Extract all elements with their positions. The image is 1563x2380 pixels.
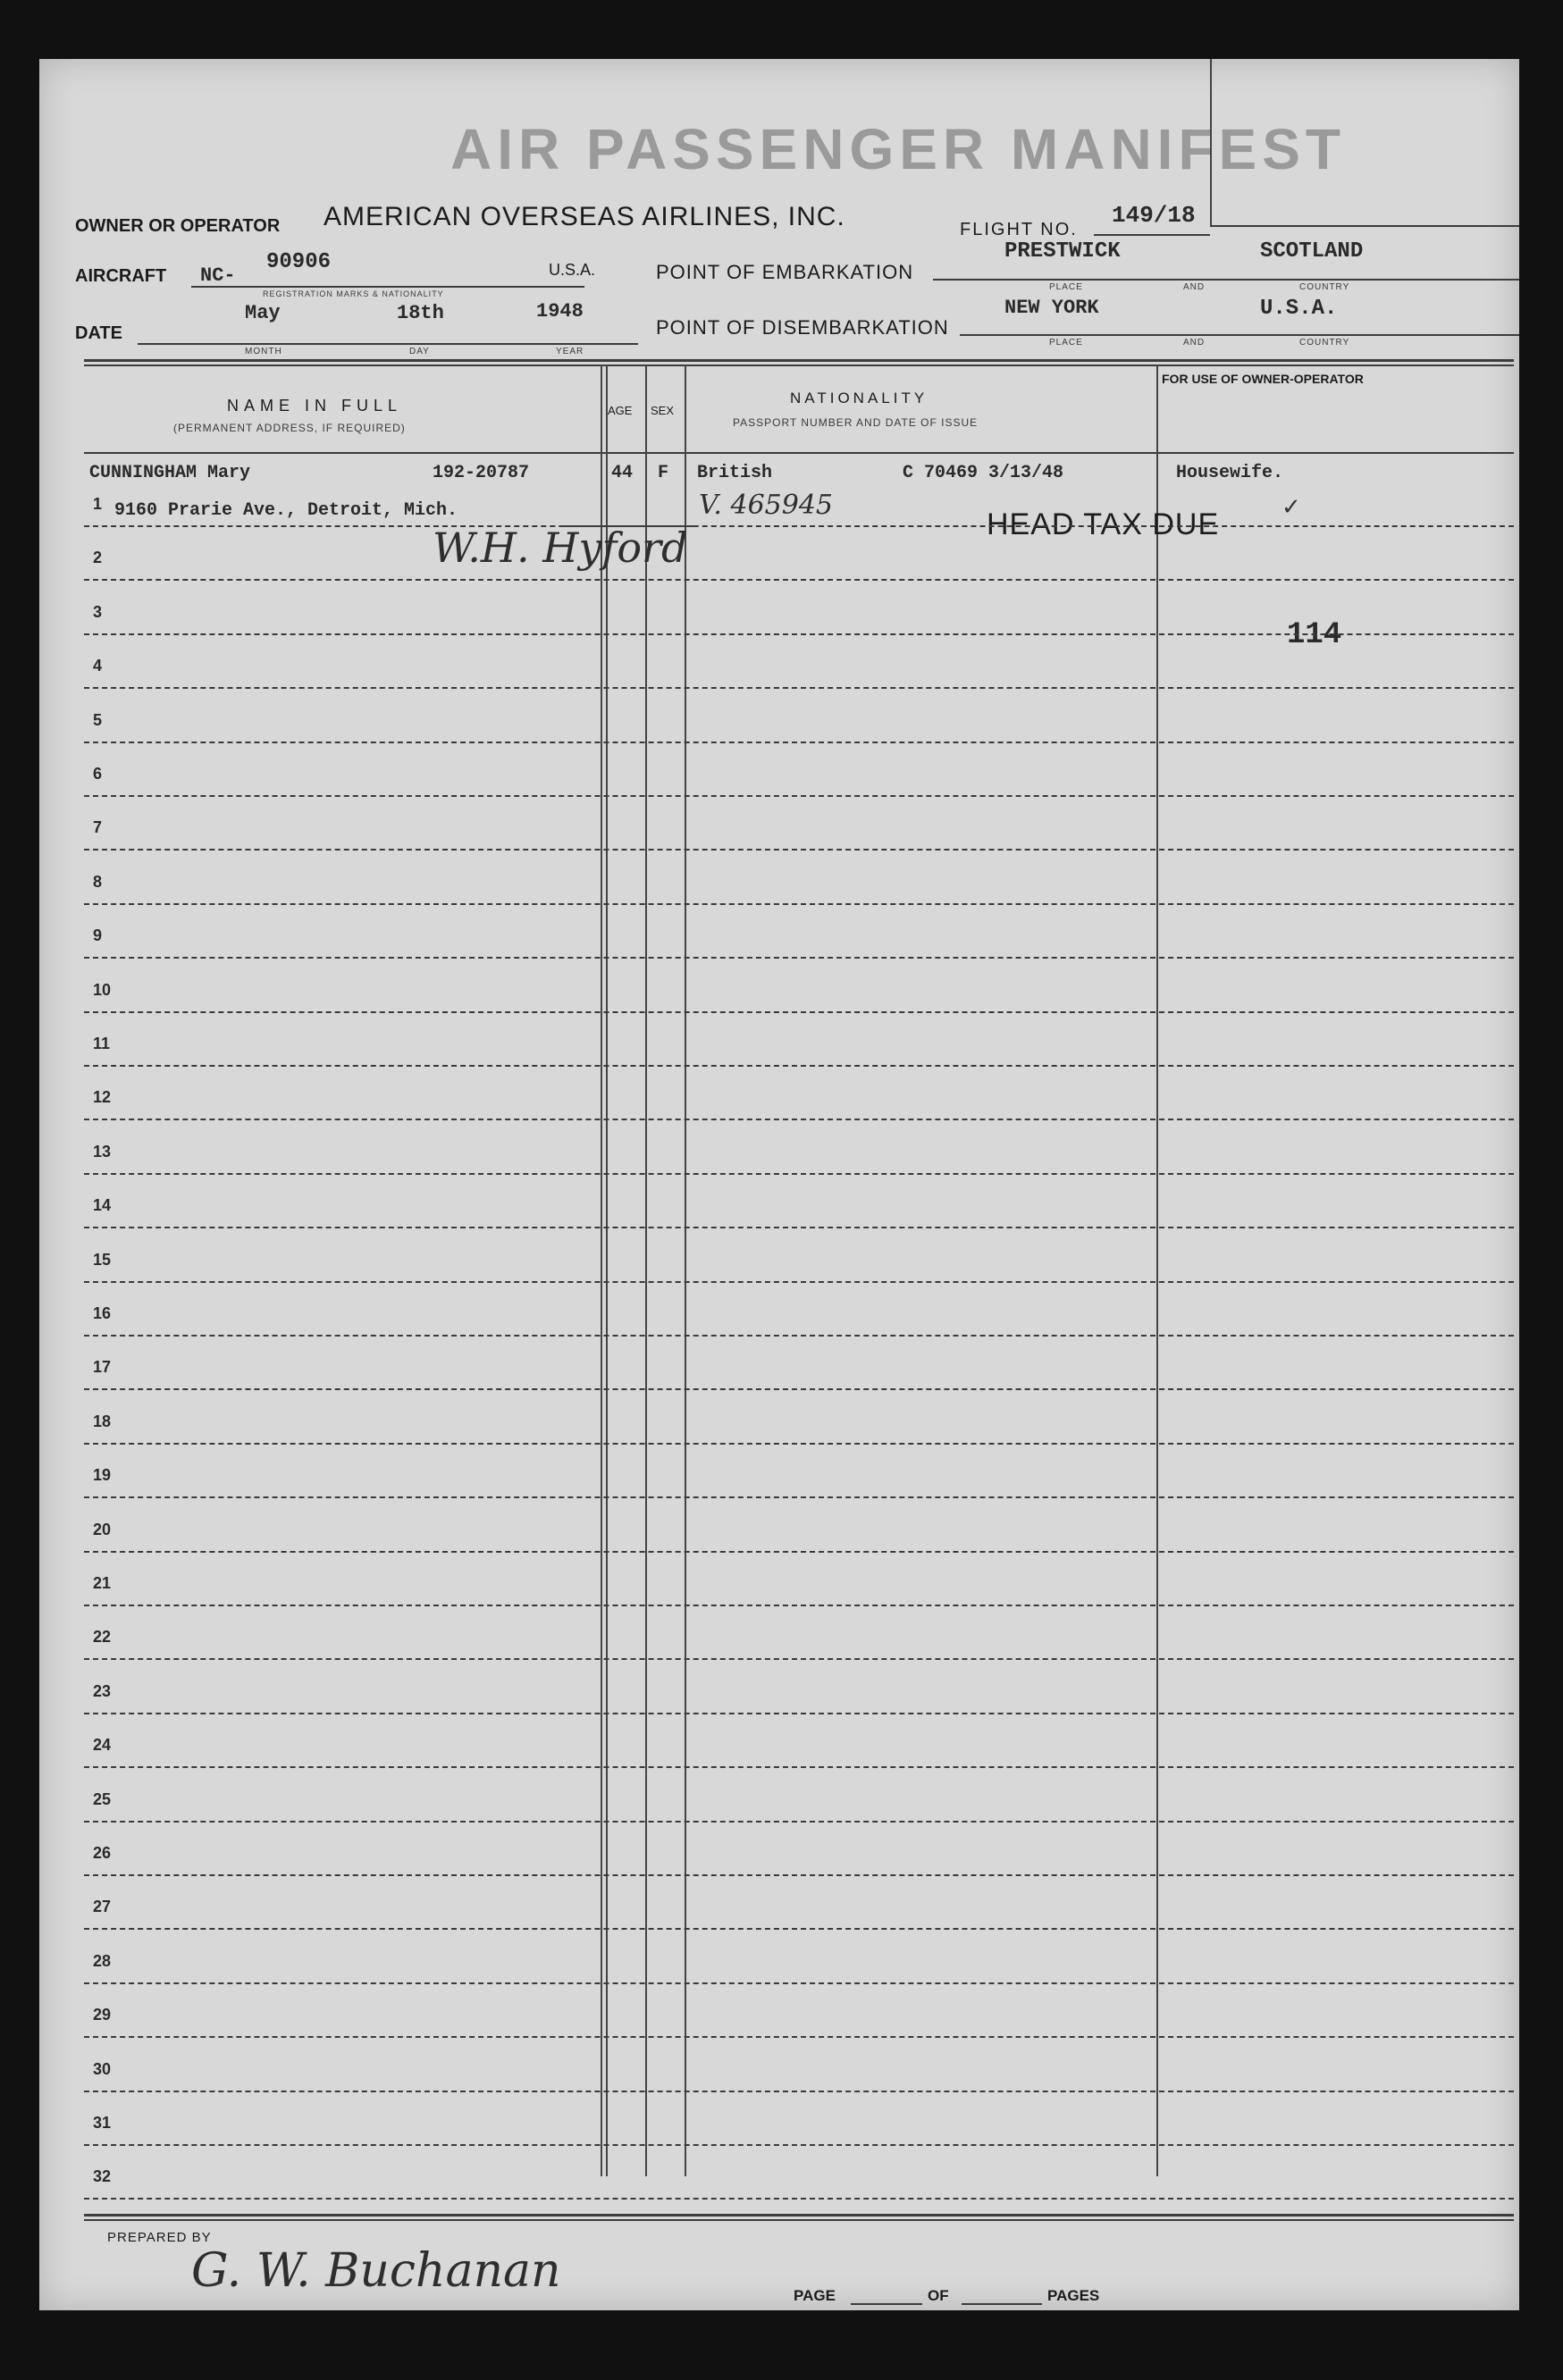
row-line [84,1281,1514,1283]
embark-country-sub: COUNTRY [1299,282,1350,292]
flight-value: 149/18 [1112,202,1196,229]
row-number: 23 [93,1682,112,1700]
row-line [84,1119,1514,1120]
prepared-by-label: PREPARED BY [107,2230,212,2245]
manifest-title: AIR PASSENGER MANIFEST [450,117,1346,181]
col-name-header: NAME IN FULL [227,397,403,415]
table-top-rule [84,359,1514,362]
row-line [84,1821,1514,1823]
aircraft-label: AIRCRAFT [75,266,167,286]
row-line [84,1713,1514,1714]
row-number: 22 [93,1628,112,1646]
flight-underline [1094,234,1210,236]
col-divider-age-2 [606,365,608,2176]
manifest-sheet [39,59,1519,2310]
disembark-place: NEW YORK [1004,297,1099,319]
row-number: 6 [93,765,103,783]
row-number: 32 [93,2167,112,2185]
flight-label: FLIGHT NO. [960,220,1078,239]
row-line [84,849,1514,851]
disembark-place-sub: PLACE [1049,338,1083,348]
year-sub: YEAR [556,347,584,356]
row-line [84,687,1514,689]
row-line [84,742,1514,743]
date-day: 18th [397,302,444,324]
row-number: 5 [93,711,103,729]
date-label: DATE [75,323,122,343]
row-line [84,1335,1514,1337]
entry-age: 44 [611,463,634,483]
col-divider-sex [645,365,647,2176]
row-number: 20 [93,1521,112,1538]
embark-place-sub: PLACE [1049,282,1083,292]
row-number: 24 [93,1736,112,1754]
row-line [84,1227,1514,1228]
row-number: 25 [93,1790,112,1808]
entry-name: CUNNINGHAM Mary [89,463,251,483]
row-line [84,1551,1514,1553]
row-line [84,1388,1514,1390]
embark-place: PRESTWICK [1004,239,1121,264]
row-number: 2 [93,549,103,566]
row-number: 1 [93,495,103,513]
flight-box-border [1210,59,1212,225]
month-sub: MONTH [245,347,282,356]
row-number: 21 [93,1574,112,1592]
row-number: 15 [93,1251,112,1269]
row-line [84,2091,1514,2092]
row-number: 17 [93,1358,112,1376]
row-line [84,2036,1514,2038]
row-number: 31 [93,2114,112,2132]
row-line [84,579,1514,581]
row-number: 19 [93,1466,112,1484]
entry-address: 9160 Prarie Ave., Detroit, Mich. [114,500,458,521]
entry-passport: C 70469 3/13/48 [903,463,1064,483]
row-number: 27 [93,1898,112,1915]
row-line [84,903,1514,905]
row-line [84,957,1514,959]
owner-value: AMERICAN OVERSEAS AIRLINES, INC. [324,202,845,231]
row-number: 30 [93,2060,112,2078]
row-number: 28 [93,1952,112,1970]
embark-label: POINT OF EMBARKATION [656,261,914,283]
row-line [84,1766,1514,1768]
page-label: PAGE [794,2287,836,2304]
col-owner-header: FOR USE OF OWNER-OPERATOR [1162,372,1364,386]
row-line [84,1011,1514,1013]
col-divider-owner [1156,365,1158,2176]
row-number: 7 [93,818,103,836]
row-line [84,2144,1514,2146]
flight-box-bottom [1210,225,1519,227]
owner-label: OWNER OR OPERATOR [75,216,281,236]
col-age-header: AGE [608,404,633,417]
row-number: 29 [93,2006,112,2024]
footer-rule-2 [84,2219,1514,2221]
row-line [84,633,1514,635]
row-number: 9 [93,926,103,944]
footer-rule [84,2214,1514,2217]
disembark-underline [960,334,1519,336]
entry-nationality: British [697,463,773,483]
row-number: 13 [93,1143,112,1161]
page-blank [851,2303,922,2305]
entry-head-tax: HEAD TAX DUE [987,507,1220,541]
of-label: OF [928,2287,949,2304]
check-mark-icon: ✓ [1281,493,1301,520]
row-number: 8 [93,873,103,891]
entry-signature-note: W.H. Hyford [433,524,688,572]
aircraft-prefix: NC- [200,264,236,287]
row-number: 18 [93,1412,112,1430]
date-month: May [245,302,281,324]
row-number: 16 [93,1304,112,1322]
entry-occupation: Housewife. [1176,463,1284,483]
embark-underline [933,279,1519,281]
col-name-sub: (PERMANENT ADDRESS, IF REQUIRED) [173,422,406,434]
row-number: 26 [93,1844,112,1862]
aircraft-value: 90906 [266,250,332,274]
col-nat-sub: PASSPORT NUMBER AND DATE OF ISSUE [733,416,979,429]
row-line [84,1874,1514,1876]
row-line [84,1605,1514,1606]
entry-number-114: 114 [1287,618,1342,652]
row-number: 14 [93,1196,112,1214]
entry-ref: 192-20787 [433,463,530,483]
row-line [84,1982,1514,1984]
disembark-label: POINT OF DISEMBARKATION [656,316,949,339]
entry-visa-note: V. 465945 [699,490,834,521]
aircraft-underline [191,286,584,288]
date-underline [138,343,638,345]
row-number: 12 [93,1088,112,1106]
pages-label: PAGES [1047,2287,1100,2304]
row-line [84,1173,1514,1175]
embark-and-sub: AND [1183,282,1206,292]
entry-sex: F [658,463,669,483]
aircraft-sub: REGISTRATION MARKS & NATIONALITY [263,289,444,298]
col-sex-header: SEX [651,404,675,417]
row-line [84,1496,1514,1498]
row-line [84,1928,1514,1930]
usa-label: U.S.A. [549,261,596,279]
row-number: 4 [93,657,103,675]
date-year: 1948 [536,300,584,323]
row-line [84,795,1514,797]
header-bottom-rule [84,452,1514,454]
col-nat-header: NATIONALITY [790,390,929,406]
row-line [84,1065,1514,1067]
col-divider-nat [685,365,686,2176]
disembark-country-sub: COUNTRY [1299,338,1350,348]
table-top-rule-2 [84,365,1514,366]
row-line [84,2198,1514,2200]
disembark-country: U.S.A. [1260,297,1338,321]
disembark-and-sub: AND [1183,338,1206,348]
day-sub: DAY [409,347,430,356]
row-number: 3 [93,603,103,621]
row-line [84,1658,1514,1660]
row-line [84,525,1514,527]
row-number: 11 [93,1035,111,1052]
of-blank [962,2303,1042,2305]
embark-country: SCOTLAND [1260,239,1364,264]
preparer-signature: G. W. Buchanan [191,2244,561,2298]
row-number: 10 [93,981,112,999]
col-divider-age [601,365,602,2176]
row-line [84,1443,1514,1445]
